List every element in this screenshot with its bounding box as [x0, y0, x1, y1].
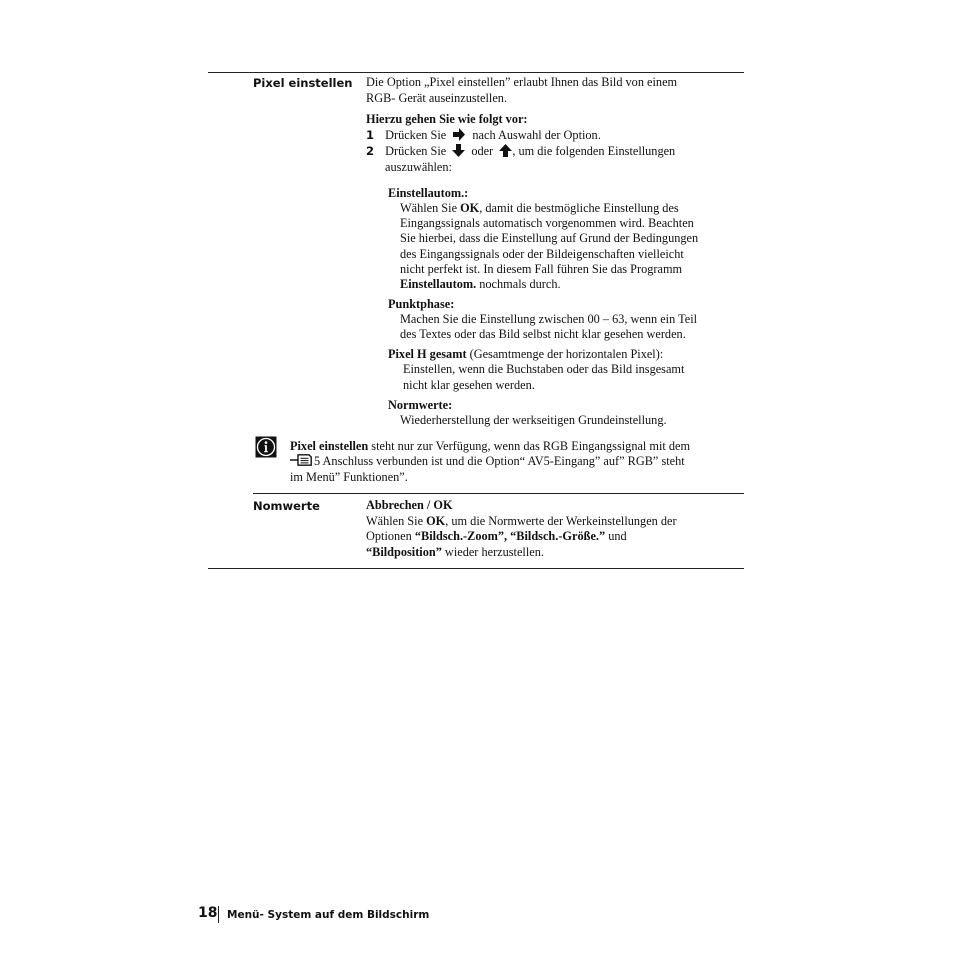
howto-heading: Hierzu gehen Sie wie folgt vor: [366, 112, 528, 126]
footer-divider [218, 906, 219, 923]
arrow-right-icon [452, 128, 466, 141]
section-label-pixel-einstellen: Pixel einstellen [253, 76, 353, 90]
section2-title: Abbrechen / OK [366, 498, 453, 512]
arrow-down-icon [452, 144, 465, 157]
pixelh-title: Pixel H gesamt (Gesamtmenge der horizontalen Pixel): [388, 347, 664, 361]
step-2-line-2: auszuwählen: [385, 160, 452, 174]
einstellautom-line-6: Einstellautom. nochmals durch. [400, 277, 561, 291]
step-1-pre: Drücken Sie [385, 128, 447, 142]
scart-connector-icon [290, 454, 312, 466]
intro-line-1: Die Option „Pixel einstellen” erlaubt Ihnen das Bild von einem [366, 75, 678, 89]
einstellautom-line-4: des Eingangssignals oder der Bildeigenschaften vielleicht [400, 247, 684, 261]
einstellautom-line-1: Wählen Sie OK, damit die bestmögliche Einstellung des [400, 201, 679, 215]
einstellautom-line-2: Eingangssignals automatisch vorgenommen wird. Beachten [400, 216, 694, 230]
normwerte-title: Normwerte: [388, 398, 453, 412]
arrow-up-icon [499, 144, 512, 157]
note-line-3: im Menü” Funktionen”. [290, 470, 408, 484]
section2-line-1: Wählen Sie OK, um die Normwerte der Werkeinstellungen der [366, 514, 677, 528]
footer-title: Menü- System auf dem Bildschirm [227, 909, 430, 921]
step-1-number: 1 [366, 128, 375, 142]
step-1 [366, 128, 601, 144]
note-line-2: 5 Anschluss verbunden ist und die Option“ AV5-Eingang” auf” RGB” steht [290, 454, 685, 470]
step-2-number: 2 [366, 144, 375, 158]
section-label-nomwerte: Nomwerte [253, 499, 320, 513]
einstellautom-line-5: nicht perfekt ist. In diesem Fall führen Sie das Programm [400, 262, 683, 276]
step-2-mid: oder [471, 144, 494, 158]
einstellautom-line-3: Sie hierbei, dass die Einstellung auf Grund der Bedingungen [400, 231, 699, 245]
middle-rule [253, 493, 744, 494]
step-2 [366, 144, 675, 160]
pixelh-line-1: Einstellen, wenn die Buchstaben oder das Bild insgesamt [403, 362, 685, 376]
punktphase-title: Punktphase: [388, 297, 455, 311]
intro-line-2: RGB- Gerät auseinzustellen. [366, 91, 508, 105]
bottom-rule [208, 568, 744, 569]
punktphase-line-1: Machen Sie die Einstellung zwischen 00 – 63, wenn ein Teil [400, 312, 698, 326]
top-rule [208, 72, 744, 73]
pixelh-line-2: nicht klar gesehen werden. [403, 378, 535, 392]
normwerte-line-1: Wiederherstellung der werkseitigen Grundeinstellung. [400, 413, 667, 427]
section2-line-3: “Bildposition” wieder herzustellen. [366, 545, 544, 559]
punktphase-line-2: des Textes oder das Bild selbst nicht klar gesehen werden. [400, 327, 686, 341]
einstellautom-title: Einstellautom.: [388, 186, 469, 200]
step-1-post: nach Auswahl der Option. [472, 128, 601, 142]
info-icon [255, 436, 277, 458]
step-2-pre: Drücken Sie [385, 144, 447, 158]
step-2-post: , um die folgenden Einstellungen [512, 144, 676, 158]
section2-line-2: Optionen “Bildsch.-Zoom”, “Bildsch.-Größe.” und [366, 529, 627, 543]
page-number: 18 [198, 905, 218, 921]
note-line-1: Pixel einstellen steht nur zur Verfügung, wenn das RGB Eingangssignal mit dem [290, 439, 691, 453]
